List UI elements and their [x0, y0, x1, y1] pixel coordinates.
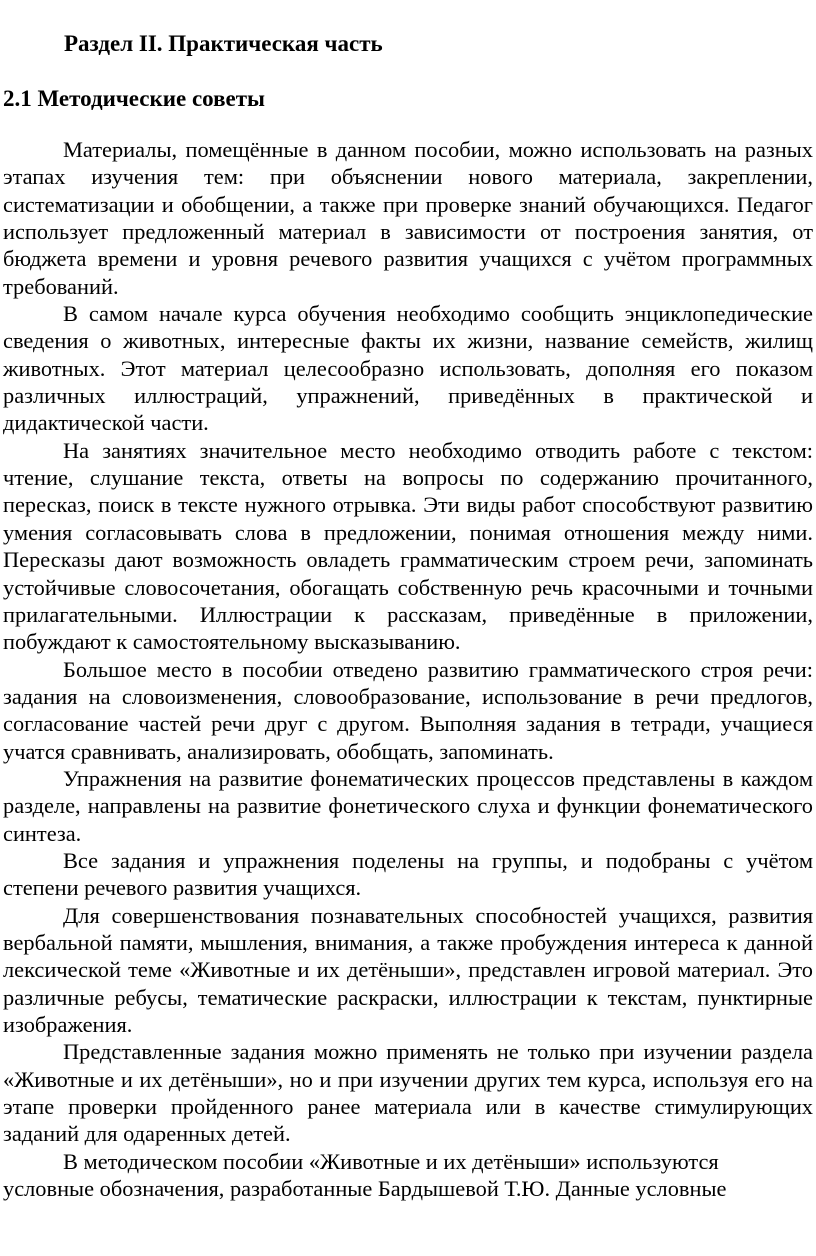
paragraph-groups: Все задания и упражнения поделены на группы, и подобраны с учётом степени речевого развития учащихся. [3, 847, 813, 901]
subsection-title: 2.1 Методические советы [3, 86, 265, 111]
section-title: Раздел II. Практическая часть [64, 31, 383, 56]
paragraph-course-start: В самом начале курса обучения необходимо сообщить энциклопедические сведения о животных, интересные факты их жизни, название семейств, жилищ животных. Этот материал целесообразно использовать, дополняя его показом различных иллюстраций, упражнений, приведённых в практической и дидактической части. [3, 301, 813, 436]
paragraph-application: Представленные задания можно применять не только при изучении раздела «Животные и их детёныши», но и при изучении других тем курса, используя его на этапе проверки пройденного ранее материала или в качестве стимулирующих заданий для одаренных детей. [3, 1039, 813, 1147]
paragraph-grammar: Большое место в пособии отведено развитию грамматического строя речи: задания на словоизменения, словообразование, использование в речи предлогов, согласование частей речи друг с другом. Выполняя задания в тетради, учащиеся учатся сравнивать, анализировать, обобщать, запоминать. [3, 656, 813, 764]
paragraph-symbols: В методическом пособии «Животные и их детёныши» используются условные обозначения, разработанные Бардышевой Т.Ю. Данные условные [3, 1148, 727, 1202]
paragraph-game-material: Для совершенствования познавательных способностей учащихся, развития вербальной памяти, мышления, внимания, а также пробуждения интереса к данной лексической теме «Животные и их детёныши», представлен игровой материал. Это различные ребусы, тематические раскраски, иллюстрации к текстам, пунктирные изображения. [3, 902, 813, 1037]
paragraph-text-work: На занятиях значительное место необходимо отводить работе с текстом: чтение, слушание текста, ответы на вопросы по содержанию прочитанного, пересказ, поиск в тексте нужного отрывка. Эти виды работ способствуют развитию умения согласовывать слова в предложении, понимая отношения между ними. Пересказы дают возможность овладеть грамматическим строем речи, запоминать устойчивые словосочетания, обогащать собственную речь красочными и точными прилагательными. Иллюстрации к рассказам, приведённые в приложении, побуждают к самостоятельному высказыванию. [3, 437, 813, 655]
paragraph-phonemic: Упражнения на развитие фонематических процессов представлены в каждом разделе, направлены на развитие фонетического слуха и функции фонематического синтеза. [3, 765, 813, 846]
paragraph-materials-usage: Материалы, помещённые в данном пособии, можно использовать на разных этапах изучения тем: при объяснении нового материала, закреплении, систематизации и обобщении, а также при проверке знаний обучающихся. Педагог использует предложенный материал в зависимости от построения занятия, от бюджета времени и уровня речевого развития учащихся с учётом программных требований. [3, 137, 813, 299]
body-text [3, 136, 813, 1202]
